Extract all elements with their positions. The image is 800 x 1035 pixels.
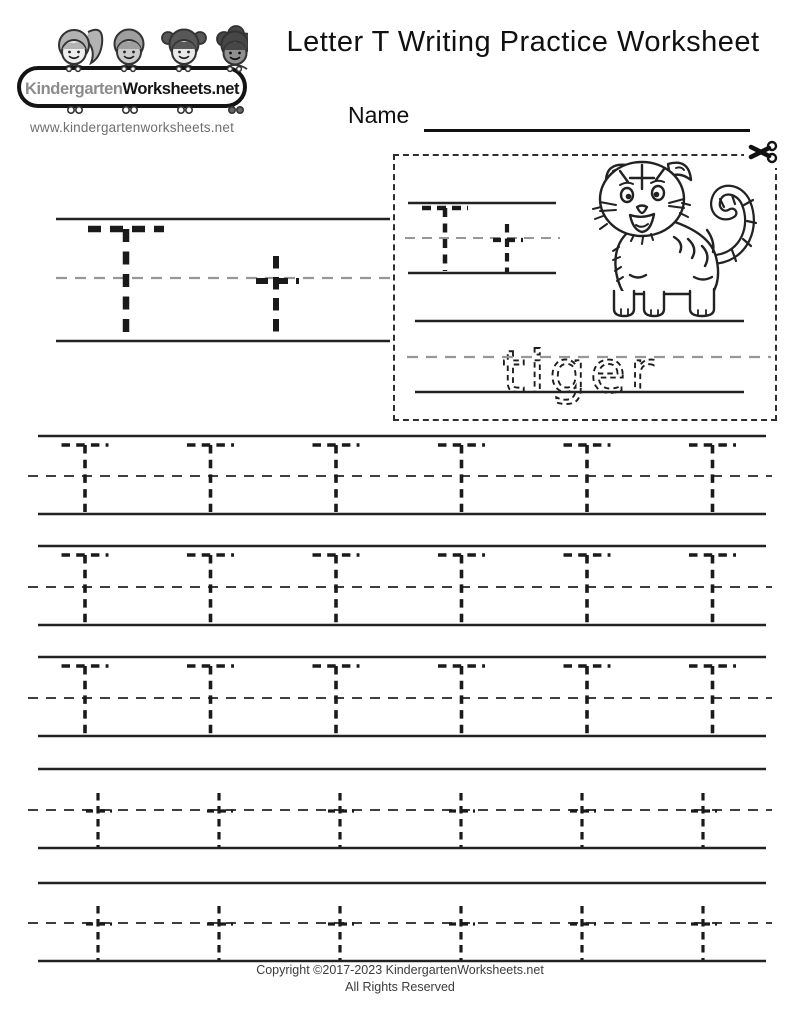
name-label: Name bbox=[348, 102, 410, 128]
footer bbox=[8, 963, 792, 994]
practice-row-2 bbox=[28, 546, 772, 625]
practice-row-1 bbox=[28, 436, 772, 514]
card-guides bbox=[405, 203, 771, 392]
intro-example-block bbox=[56, 219, 392, 341]
practice-row-4 bbox=[28, 769, 772, 848]
rights-text: All Rights Reserved bbox=[345, 980, 455, 994]
logo-banner-text: KindergartenWorksheets.net bbox=[25, 80, 239, 98]
copyright-text: Copyright ©2017-2023 KindergartenWorksheets.net bbox=[256, 963, 544, 977]
practice-row-5 bbox=[28, 883, 772, 961]
practice-row-3 bbox=[28, 657, 772, 736]
trace-word-text: tiger bbox=[502, 338, 658, 406]
website-url: www.kindergartenworksheets.net bbox=[29, 120, 235, 135]
page-title: Letter T Writing Practice Worksheet bbox=[286, 26, 760, 58]
